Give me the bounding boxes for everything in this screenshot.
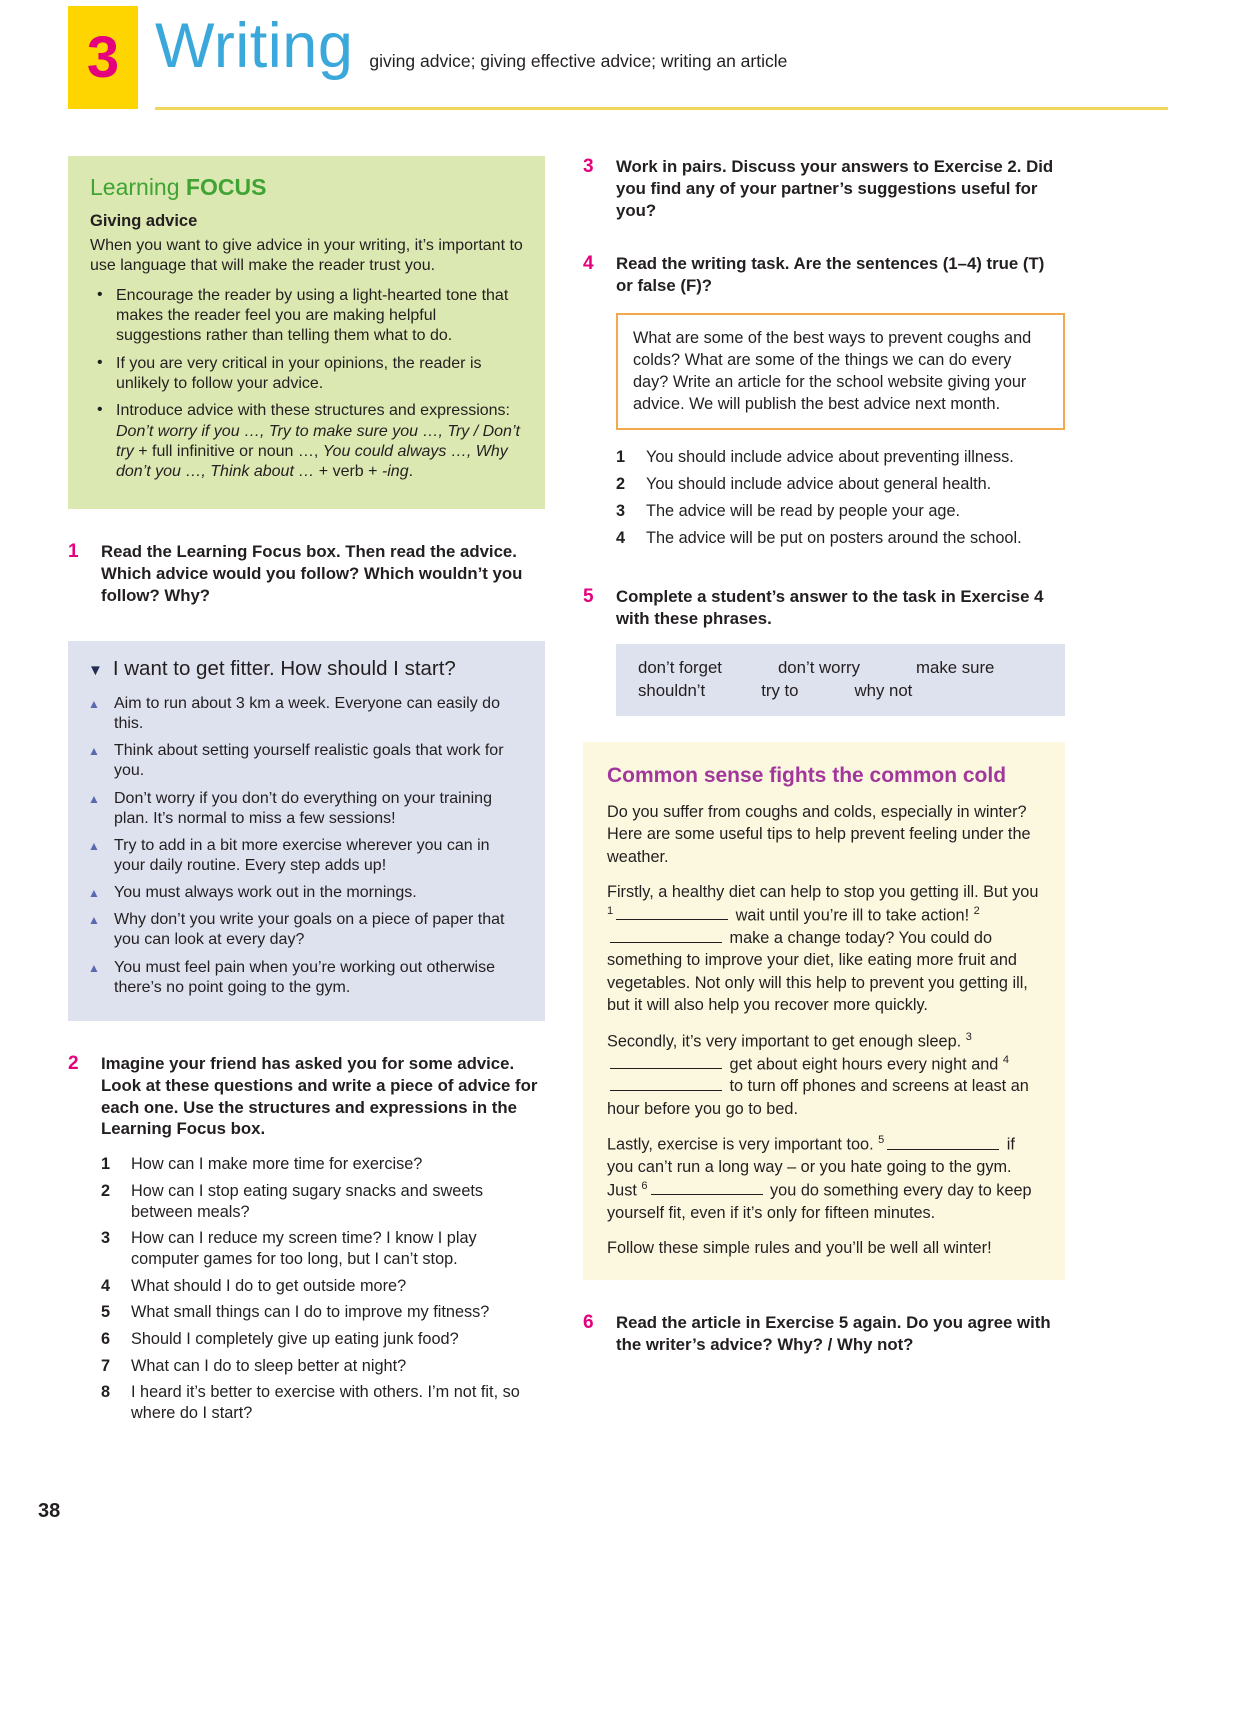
exercise-body (616, 253, 1065, 554)
learning-focus-heading: Giving advice (90, 212, 198, 230)
exercise-body (616, 586, 1065, 716)
blank-number: 6 (641, 1179, 648, 1192)
question-text: What small things can I do to improve my fitness? (131, 1303, 490, 1322)
statement-item (616, 528, 1065, 549)
exercise-instruction: Imagine your friend has asked you for some advice. Look at these questions and write a piece of advice for each one. Use the structures and expressions in the Learning Focus box. (101, 1053, 538, 1139)
phrase-item: don’t worry (777, 657, 861, 677)
exercise-instruction: Work in pairs. Discuss your answers to Exercise 2. Did you find any of your partner’s suggestions useful for you? (616, 157, 1054, 220)
triangle-up-icon: ▲ (88, 913, 100, 928)
exercise-5 (583, 586, 1065, 716)
learning-focus-bullet (90, 286, 523, 347)
writing-task-box (616, 313, 1065, 430)
question-number: 1 (101, 1155, 111, 1174)
forum-post-text: You must feel pain when you’re working out otherwise there’s no point going to the gym. (114, 958, 495, 996)
forum-post (88, 958, 525, 998)
question-item (101, 1181, 545, 1222)
exercise-3 (583, 156, 1065, 221)
learning-focus-title-bold: FOCUS (185, 174, 267, 200)
bullet-icon: • (97, 401, 103, 419)
page-header (0, 0, 1236, 112)
statement-number: 2 (616, 475, 626, 494)
question-item (101, 1302, 545, 1323)
learning-focus-intro: When you want to give advice in your writing, it’s important to use language that will make the reader trust you. (90, 237, 523, 275)
exercise-body (101, 541, 545, 606)
forum-post-text: Aim to run about 3 km a week. Everyone can easily do this. (114, 694, 500, 733)
blank-number: 1 (607, 904, 614, 917)
exercise-number: 4 (583, 253, 594, 275)
blank-number: 3 (965, 1030, 972, 1043)
exercise-body (101, 1053, 545, 1430)
exercise-4 (583, 253, 1065, 554)
article-title: Common sense fights the common cold (607, 763, 1007, 787)
phrase-row (638, 681, 1043, 701)
forum-post (88, 836, 525, 876)
title-row (155, 10, 787, 82)
header-divider (155, 107, 1168, 110)
question-text: How can I make more time for exercise? (131, 1155, 423, 1174)
forum-post (88, 694, 525, 734)
forum-box (68, 641, 545, 1021)
phrase-item: shouldn’t (638, 680, 706, 700)
page-number: 38 (38, 1500, 61, 1522)
phrase-item: try to (761, 680, 799, 700)
triangle-up-icon: ▲ (88, 838, 100, 853)
forum-post (88, 910, 525, 950)
question-item (101, 1154, 545, 1175)
statement-item (616, 474, 1065, 495)
forum-question (88, 657, 525, 681)
statement-number: 4 (616, 528, 626, 547)
bullet-text: Encourage the reader by using a light-hearted tone that makes the reader feel you are making helpful suggestions rather than telling them what to do. (116, 286, 509, 345)
exercise-instruction: Read the writing task. Are the sentences (1–4) true (T) or false (F)? (616, 254, 1045, 296)
learning-focus-title (90, 174, 523, 201)
statement-number: 1 (616, 448, 626, 467)
unit-number: 3 (86, 25, 120, 90)
exercise-body (616, 1312, 1065, 1356)
exercise-instruction: Read the Learning Focus box. Then read the advice. Which advice would you follow? Which wouldn’t you follow? Why? (101, 542, 523, 606)
blank-number: 5 (878, 1134, 885, 1147)
article-paragraph: Secondly, it’s very important to get enough sleep. $^3$ get about eight hours every night and $^4$ to turn off phones and screens at least an hour before you go to bed. (607, 1030, 1029, 1118)
question-text: Should I completely give up eating junk food? (131, 1330, 459, 1349)
exercise-number: 3 (583, 156, 594, 177)
answer-blank (610, 1076, 722, 1091)
exercise-body (616, 156, 1065, 221)
question-number: 2 (101, 1181, 111, 1200)
exercise-instruction: Complete a student’s answer to the task in Exercise 4 with these phrases. (616, 587, 1044, 629)
forum-question-text: I want to get fitter. How should I start? (112, 656, 456, 680)
left-column (68, 156, 545, 1430)
question-text: What can I do to sleep better at night? (131, 1356, 407, 1375)
learning-focus-bullet (90, 354, 523, 395)
exercise-number: 1 (68, 541, 79, 563)
phrase-item: why not (854, 680, 913, 700)
answer-blank (887, 1135, 999, 1150)
triangle-up-icon: ▲ (88, 744, 100, 759)
bullet-icon: • (97, 285, 103, 303)
unit-number-badge (68, 6, 138, 109)
answer-blank (610, 1054, 722, 1069)
bullet-text: Introduce advice with these structures and expressions: Don’t worry if you …, Try to make sure you …, Try / Don’t try + full infinitive or noun …, You could always …, Why don’t you …, Think about … + verb + -ing. (116, 402, 520, 481)
right-column (583, 156, 1065, 1430)
exercise-6 (583, 1312, 1065, 1356)
question-item (101, 1228, 545, 1269)
phrase-row (638, 658, 1043, 678)
article-paragraph: Follow these simple rules and you’ll be well all winter! (607, 1239, 992, 1258)
forum-post-text: Try to add in a bit more exercise wherever you can in your daily routine. Every step adds up! (114, 836, 490, 875)
bullet-text: If you are very critical in your opinions, the reader is unlikely to follow your advice. (116, 354, 482, 392)
phrase-bank (616, 644, 1065, 716)
answer-blank (616, 905, 728, 920)
phrase-item: make sure (916, 657, 995, 677)
question-text: What should I do to get outside more? (131, 1276, 407, 1295)
forum-post (88, 789, 525, 829)
bullet-icon: • (97, 353, 103, 371)
article-box (583, 742, 1065, 1280)
statement-number: 3 (616, 501, 626, 520)
exercise-2 (68, 1053, 545, 1430)
article-paragraph: Lastly, exercise is very important too. $^5$ if you can’t run a long way – or you hate going to the gym. Just $^6$ you do something every day to keep yourself fit, even if it’s only for fifteen minutes. (607, 1134, 1032, 1222)
question-number: 6 (101, 1330, 111, 1349)
article-paragraph: Do you suffer from coughs and colds, especially in winter? Here are some useful tips to help prevent feeling under the weather. (607, 802, 1031, 866)
question-number: 7 (101, 1356, 111, 1375)
triangle-up-icon: ▲ (88, 696, 100, 711)
question-item (101, 1276, 545, 1297)
blank-number: 2 (973, 904, 980, 917)
forum-post (88, 883, 525, 903)
learning-focus-bullet (90, 401, 523, 482)
exercise-instruction: Read the article in Exercise 5 again. Do you agree with the writer’s advice? Why? / Why not? (616, 1312, 1051, 1354)
answer-blank (651, 1180, 763, 1195)
forum-post-text: Don’t worry if you don’t do everything on your training plan. It’s normal to miss a few sessions! (114, 789, 492, 827)
learning-focus-title-prefix: Learning (90, 174, 186, 200)
phrase-item: don’t forget (638, 657, 722, 677)
answer-blank (610, 928, 722, 943)
statement-text: You should include advice about preventing illness. (646, 448, 1014, 467)
statement-text: You should include advice about general health. (646, 475, 992, 494)
question-number: 4 (101, 1276, 111, 1295)
exercise-1 (68, 541, 545, 606)
blank-number: 4 (1002, 1053, 1010, 1066)
question-text: How can I stop eating sugary snacks and sweets between meals? (131, 1181, 484, 1221)
question-number: 3 (101, 1229, 111, 1248)
question-list (101, 1154, 545, 1424)
triangle-down-icon: ▼ (88, 661, 103, 679)
statement-text: The advice will be put on posters around the school. (646, 528, 1022, 547)
forum-post-text: Think about setting yourself realistic goals that work for you. (114, 742, 504, 780)
forum-post-text: You must always work out in the mornings. (114, 884, 417, 902)
writing-task-text: What are some of the best ways to prevent coughs and colds? What are some of the things we can do every day? Write an article for the school website giving your advice. We will publish the best advice next month. (633, 329, 1032, 413)
triangle-up-icon: ▲ (88, 960, 100, 975)
forum-post-text: Why don’t you write your goals on a piece of paper that you can look at every day? (114, 911, 505, 949)
exercise-number: 6 (583, 1311, 594, 1333)
question-item (101, 1329, 545, 1350)
statement-list (616, 447, 1065, 548)
content-columns (0, 156, 1236, 1430)
forum-post (88, 741, 525, 781)
question-text: How can I reduce my screen time? I know I play computer games for too long, but I can’t stop. (131, 1229, 477, 1269)
learning-focus-box (68, 156, 545, 509)
article-paragraph: Firstly, a healthy diet can help to stop you getting ill. But you $^1$ wait until you’re ill to take action! $^2$ make a change today? You could do something to improve your diet, like eating more fruit and vegetables. Not only will this help to prevent you getting ill, but it will also help you recover more quickly. (607, 883, 1039, 1015)
question-number: 5 (101, 1303, 111, 1322)
statement-text: The advice will be read by people your age. (646, 501, 961, 520)
page-subtitle: giving advice; giving effective advice; writing an article (369, 51, 788, 71)
page-title: Writing (155, 11, 354, 81)
exercise-number: 5 (583, 586, 594, 608)
question-item (101, 1382, 545, 1423)
statement-item (616, 447, 1065, 468)
triangle-up-icon: ▲ (88, 886, 100, 901)
statement-item (616, 501, 1065, 522)
triangle-up-icon: ▲ (88, 791, 100, 806)
question-text: I heard it’s better to exercise with others. I’m not fit, so where do I start? (131, 1383, 520, 1423)
question-item (101, 1356, 545, 1377)
exercise-number: 2 (68, 1052, 79, 1074)
question-number: 8 (101, 1383, 111, 1402)
